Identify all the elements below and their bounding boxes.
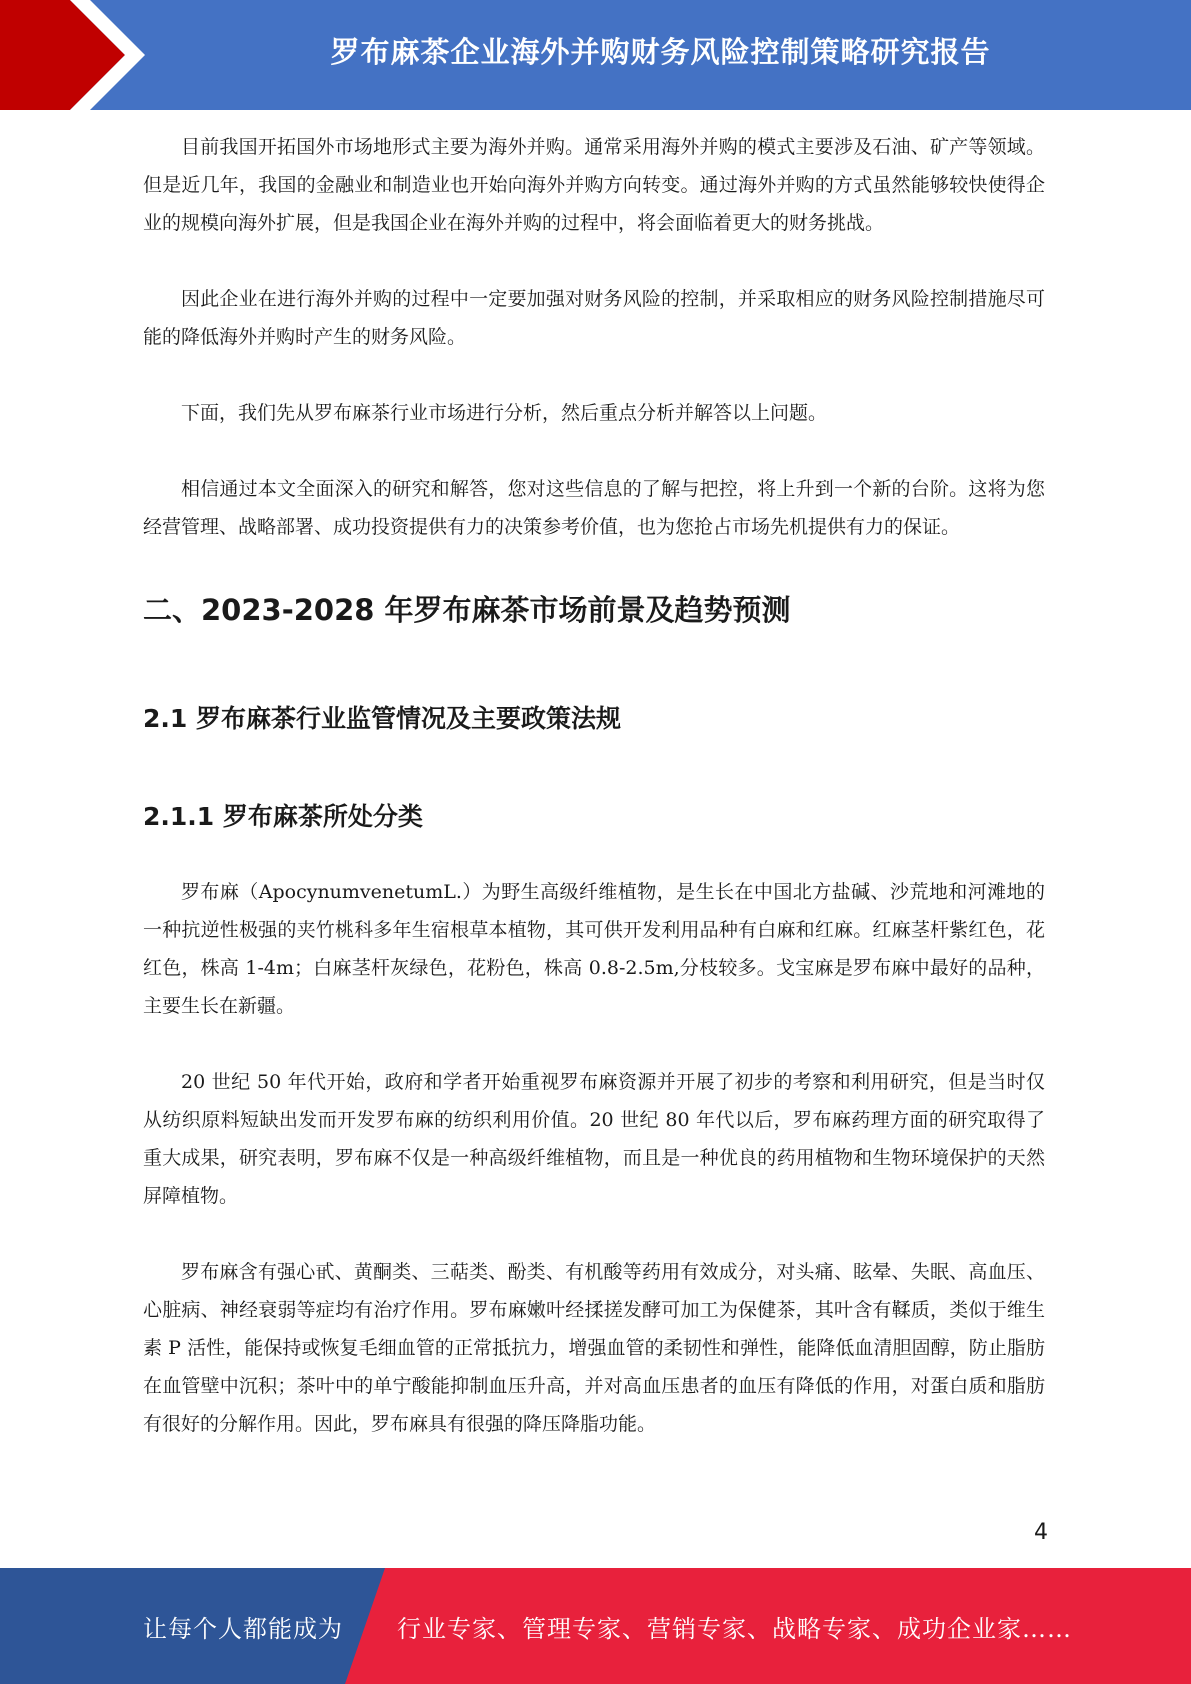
page-content [143, 128, 1045, 1481]
subsection-heading: 2.1 罗布麻茶行业监管情况及主要政策法规 [143, 704, 621, 733]
page-number: 4 [1034, 1520, 1048, 1545]
body-paragraph-3: 罗布麻含有强心甙、黄酮类、三萜类、酚类、有机酸等药用有效成分，对头痛、眩晕、失眠、高血压、心脏病、神经衰弱等症均有治疗作用。罗布麻嫩叶经揉搓发酵可加工为保健茶，其叶含有鞣质，类似于维生素 P 活性，能保持或恢复毛细血管的正常抵抗力，增强血管的柔韧性和弹性，能降低血清胆固醇，防止脂肪在血管壁中沉积；茶叶中的单宁酸能抑制血压升高，并对高血压患者的血压有降低的作用，对蛋白质和脂肪有很好的分解作用。因此，罗布麻具有很强的降压降脂功能。 [143, 1261, 1045, 1435]
subsubsection-heading: 2.1.1 罗布麻茶所处分类 [143, 802, 423, 831]
intro-paragraph-4: 相信通过本文全面深入的研究和解答，您对这些信息的了解与把控，将上升到一个新的台阶。这将为您经营管理、战略部署、成功投资提供有力的决策参考价值，也为您抢占市场先机提供有力的保证。 [143, 478, 1045, 538]
footer-slogan-right: 行业专家、管理专家、营销专家、战略专家、成功企业家…… [397, 1614, 1072, 1643]
header-title: 罗布麻茶企业海外并购财务风险控制策略研究报告 [330, 34, 991, 69]
intro-paragraph-1: 目前我国开拓国外市场地形式主要为海外并购。通常采用海外并购的模式主要涉及石油、矿产等领域。但是近几年，我国的金融业和制造业也开始向海外并购方向转变。通过海外并购的方式虽然能够较快使得企业的规模向海外扩展，但是我国企业在海外并购的过程中，将会面临着更大的财务挑战。 [143, 136, 1045, 234]
body-paragraph-2: 20 世纪 50 年代开始，政府和学者开始重视罗布麻资源并开展了初步的考察和利用研究，但是当时仅从纺织原料短缺出发而开发罗布麻的纺织利用价值。20 世纪 80 年代以后，罗布麻药理方面的研究取得了重大成果，研究表明，罗布麻不仅是一种高级纤维植物，而且是一种优良的药用植物和生物环境保护的天然屏障植物。 [143, 1071, 1045, 1207]
body-paragraph-1: 罗布麻（ApocynumvenetumL.）为野生高级纤维植物，是生长在中国北方盐碱、沙荒地和河滩地的一种抗逆性极强的夹竹桃科多年生宿根草本植物，其可供开发利用品种有白麻和红麻。红麻茎杆紫红色，花红色，株高 1-4m；白麻茎杆灰绿色，花粉色，株高 0.8-2.5m,分枝较多。戈宝麻是罗布麻中最好的品种，主要生长在新疆。 [143, 881, 1045, 1017]
page-header [0, 0, 1191, 110]
footer-slogan-left: 让每个人都能成为 [143, 1614, 343, 1643]
intro-paragraph-3: 下面，我们先从罗布麻茶行业市场进行分析，然后重点分析并解答以上问题。 [181, 402, 828, 424]
intro-paragraph-2: 因此企业在进行海外并购的过程中一定要加强对财务风险的控制，并采取相应的财务风险控制措施尽可能的降低海外并购时产生的财务风险。 [143, 288, 1045, 348]
section-heading: 二、2023-2028 年罗布麻茶市场前景及趋势预测 [143, 593, 791, 627]
page-footer [0, 1568, 1191, 1684]
